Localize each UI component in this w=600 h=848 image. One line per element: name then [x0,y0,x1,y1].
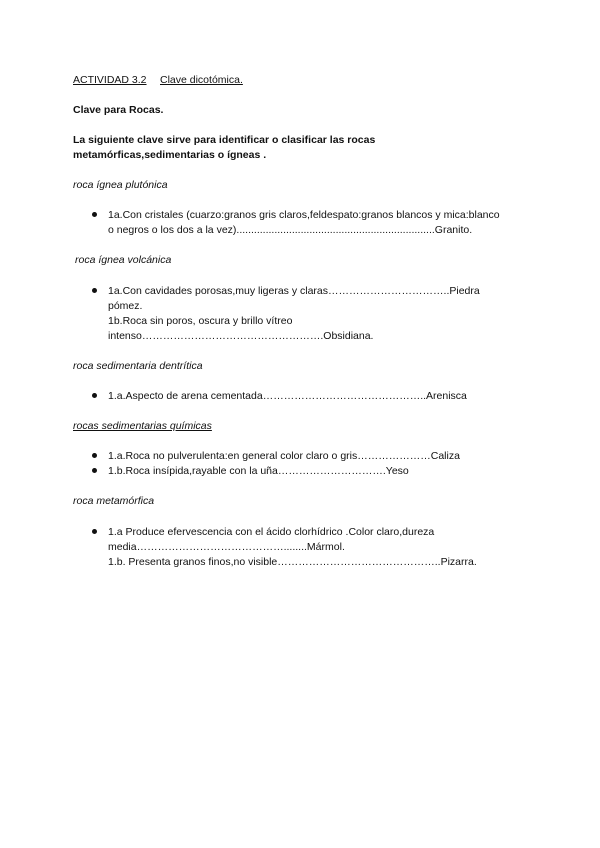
section-heading: roca metamórfica [73,495,155,507]
section-heading: roca ígnea volcánica [75,254,172,266]
key-line: 1a.Con cristales (cuarzo:granos gris claros,feldespato:granos blancos y mica:blanco [108,209,500,221]
bullet-icon [92,468,97,473]
key-line: pómez. [108,300,143,312]
bullet-icon [92,453,97,458]
bullet-icon [92,529,97,534]
key-line: 1.b.Roca insípida,rayable con la uña………………………….Yeso [108,465,409,477]
key-line: 1.a.Aspecto de arena cementada………………………………………..Arenisca [108,390,467,402]
key-line: intenso…………………………………………….Obsidiana. [108,330,374,342]
key-line: 1.b. Presenta granos finos,no visible………………………………………..Pizarra. [108,556,477,568]
intro-line: metamórficas,sedimentarias o ígneas . [73,149,267,161]
key-line: 1a.Con cavidades porosas,muy ligeras y claras……………………………..Piedra [108,285,480,297]
key-line: media……………………………………........Mármol. [108,541,345,553]
bullet-icon [92,393,97,398]
section-heading: rocas sedimentarias químicas [73,420,212,432]
activity-subtitle: Clave dicotómica. [160,74,243,86]
key-line: 1b.Roca sin poros, oscura y brillo vítreo [108,315,293,327]
key-line: o negros o los dos a la vez)....................................................................Granito. [108,224,473,236]
key-line: 1.a.Roca no pulverulenta:en general color claro o gris…………………Caliza [108,450,460,462]
section-heading: roca sedimentaria dentrítica [73,360,203,372]
intro-line: La siguiente clave sirve para identificar o clasificar las rocas [73,134,376,146]
bullet-icon [92,288,97,293]
bullet-icon [92,212,97,217]
page-title: Clave para Rocas. [73,104,164,116]
activity-label: ACTIVIDAD 3.2 [73,74,147,86]
key-line: 1.a Produce efervescencia con el ácido clorhídrico .Color claro,dureza [108,526,435,538]
section-heading: roca ígnea plutónica [73,179,168,191]
